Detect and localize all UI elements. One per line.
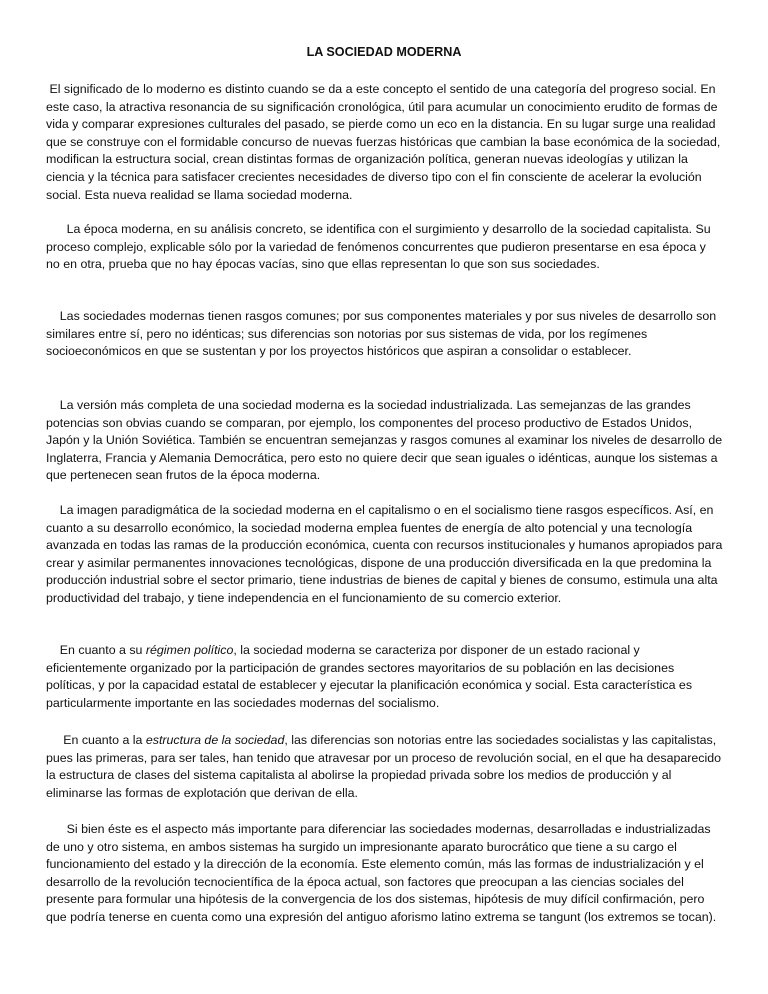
paragraph-7 [46,732,723,802]
paragraph-6-post: , la sociedad moderna se caracteriza por disponer de un estado racional y eficientemente organizado por la participación de grandes sectores mayoritarios de su población en las decisiones políticas, y por la capacidad estatal de establecer y ejecutar la planificación económica y social. Esta característica es particularmente importante en las sociedades modernas del socialismo. [46,643,693,710]
paragraph-6-indent [46,643,60,657]
paragraph-7-indent [46,733,63,747]
paragraph-6 [46,642,723,712]
paragraph-8 [46,821,723,927]
paragraph-7-emphasis: estructura de la sociedad [145,733,285,747]
paragraph-3-text: Las sociedades modernas tienen rasgos comunes; por sus componentes materiales y por sus niveles de desarrollo son similares entre sí, pero no idénticas; sus diferencias son notorias por sus sistemas de vida, por los regímenes socioeconómicos en que se sustentan y por los proyectos históricos que aspiran a consolidar o establecer. [46,309,717,359]
paragraph-3-indent [46,309,60,323]
paragraph-6-pre: En cuanto a su [59,643,146,657]
paragraph-5-text: La imagen paradigmática de la sociedad moderna en el capitalismo o en el socialismo tiene rasgos específicos. Así, en cuanto a su desarrollo económico, la sociedad moderna emplea fuentes de energía de alto potencial y una tecnología avanzada en todas las ramas de la producción económica, cuenta con recursos institucionales y humanos apropiados para crear y asimilar permanentes innovaciones tecnológicas, dispone de una producción diversificada en la que predomina la producción industrial sobre el sector primario, tiene industrias de bienes de capital y bienes de consumo, estimula una alta productividad del trabajo, y tiene independencia en el funcionamiento de su comercio exterior. [46,503,723,605]
paragraph-7-pre: En cuanto a la [63,733,146,747]
paragraph-4 [46,397,723,485]
paragraph-2-indent [46,222,67,236]
paragraph-2 [46,221,723,274]
paragraph-4-text: La versión más completa de una sociedad moderna es la sociedad industrializada. Las semejanzas de las grandes potencias son obvias cuando se comparan, por ejemplo, los componentes del proceso productivo de Estados Unidos, Japón y la Unión Soviética. También se encuentran semejanzas y rasgos comunes al examinar los niveles de desarrollo de Inglaterra, Francia y Alemania Democrática, pero esto no quiere decir que sean iguales o idénticas, aunque los sistemas a que pertenecen sean frutos de la época moderna. [46,398,723,483]
paragraph-7-post: , las diferencias son notorias entre las sociedades socialistas y las capitalistas, pues las primeras, para ser tales, han tenido que atravesar por un proceso de revolución social, en el que ha desaparecido la estructura de clases del sistema capitalista al abolirse la propiedad privada sobre los medios de producción y al eliminarse las formas de explotación que derivan de ella. [46,733,722,800]
paragraph-4-indent [46,398,60,412]
paragraph-2-text: La época moderna, en su análisis concreto, se identifica con el surgimiento y desarrollo de la sociedad capitalista. Su proceso complejo, explicable sólo por la variedad de fenómenos concurrentes que pudieron presentarse en esa época y no en otra, prueba que no hay épocas vacías, sino que ellas representan lo que son sus sociedades. [46,222,711,272]
paragraph-5-indent [46,503,60,517]
paragraph-1 [46,81,723,204]
paragraph-5 [46,502,723,608]
document-title: LA SOCIEDAD MODERNA [306,45,462,59]
paragraph-6-emphasis: régimen político [145,643,234,657]
paragraph-3 [46,308,723,361]
paragraph-8-indent [46,822,67,836]
paragraph-8-text: Si bien éste es el aspecto más importante para diferenciar las sociedades modernas, desarrolladas e industrializadas de uno y otro sistema, en ambos sistemas ha surgido un impresionante aparato burocrático que tiene a su cargo el funcionamiento del estado y la dirección de la economía. Este elemento común, más las formas de industrialización y el desarrollo de la revolución tecnocientífica de la época actual, son factores que preocupan a las ciencias sociales del presente para formular una hipótesis de la convergencia de los dos sistemas, hipótesis de muy difícil confirmación, pero que podría tenerse en cuenta como una expresión del antiguo aforismo latino extrema se tangunt (los extremos se tocan). [46,822,717,924]
paragraph-1-text: El significado de lo moderno es distinto cuando se da a este concepto el sentido de una categoría del progreso social. En este caso, la atractiva resonancia de su significación cronológica, útil para acumular un conocimiento erudito de formas de vida y comparar expresiones culturales del pasado, se pierde como un eco en la distancia. En su lugar surge una realidad que se construye con el formidable concurso de nuevas fuerzas históricas que cambian la base económica de la sociedad, modifican la estructura social, crean distintas formas de organización política, generan nuevas ideologías y utilizan la ciencia y la técnica para satisfacer crecientes necesidades de diverso tipo con el fin consciente de acelerar la evolución social. Esta nueva realidad se llama sociedad moderna. [46,82,721,202]
